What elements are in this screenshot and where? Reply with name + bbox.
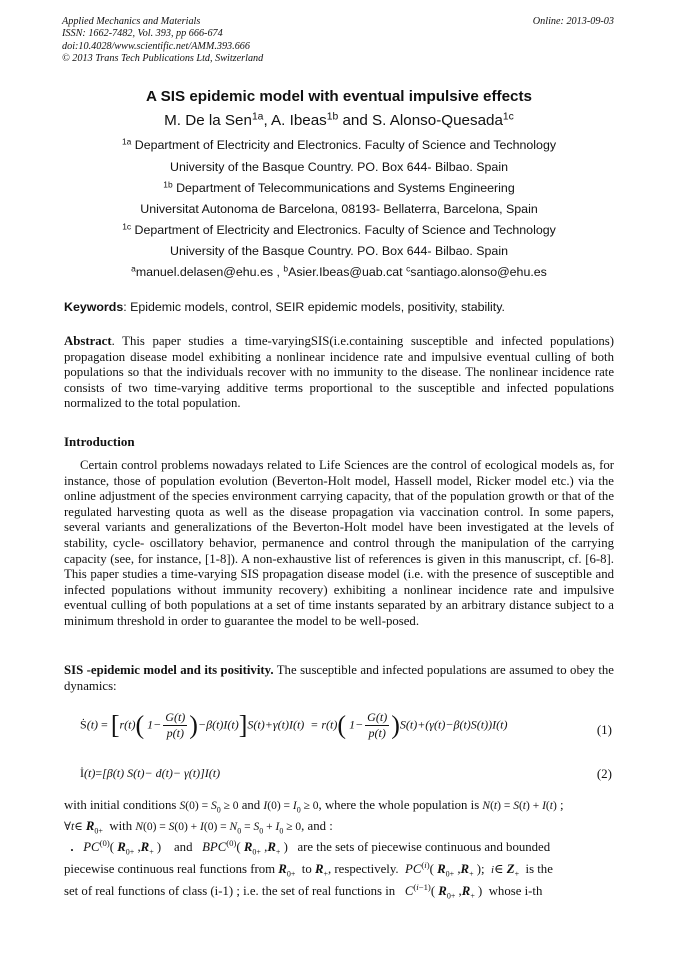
author-sup: 1b (326, 111, 339, 123)
section-text: The susceptible and infected populations are assumed to obey the dynamics: (64, 663, 614, 693)
affiliation-text: Department of Electricity and Electronics. Faculty of Science and Technology (131, 138, 557, 152)
abstract-label: Abstract (64, 334, 112, 348)
equation-1: Ṡ(t) = [r(t)( 1− $\frac{G(t)}{p(t)}$ )−β(t)I(t)]S(t)+γ(t)I(t) = r(t)( 1− $\frac{G(t)}{p(t)}$ )S(t)+(γ(t)−β(t)S(t))I(t) (80, 710, 508, 740)
keywords-label: Keywords (64, 300, 124, 314)
paper-title: A SIS epidemic model with eventual impulsive effects (146, 88, 532, 105)
equation-number: (1) (596, 722, 612, 737)
body-text: and (241, 798, 261, 812)
body-line: piecewise continuous real functions from $R_{0+}$ to $R_+$, respectively. PC$^{(i)}$( $R_{0+}$ $,R_+$ ); i∈ $Z_+$ is the (64, 860, 553, 879)
body-text: with initial conditions (64, 798, 177, 812)
author-sup: 1c (502, 111, 514, 123)
email-line (0, 265, 678, 279)
author-list (0, 112, 678, 129)
author-name: , A. Ibeas (263, 112, 327, 129)
doi-line: doi:10.4028/www.scientific.net/AMM.393.666 (62, 40, 250, 52)
email-sup: a (131, 263, 136, 274)
body-text: to (301, 862, 312, 876)
abstract (64, 334, 614, 412)
author-name: and S. Alonso-Quesada (338, 112, 503, 129)
section-paragraph (64, 663, 614, 694)
body-text: , and : (301, 819, 333, 833)
email-address[interactable]: santiago.alonso@ehu.es (410, 265, 547, 279)
affiliation-line (0, 181, 678, 195)
body-line: with initial conditions $S(0) = S_0 \ge 0$ and $I(0) = I_0 \ge 0$, where the whole population is N(t) = S(t) + I(t) ; (64, 798, 564, 815)
affiliation-sup: 1c (122, 221, 132, 232)
email-address[interactable]: manuel.delasen@ehu.es , (135, 265, 284, 279)
affiliation-line (0, 138, 678, 152)
journal-name: Applied Mechanics and Materials (62, 16, 201, 27)
email-address[interactable]: Asier.Ibeas@uab.cat (288, 265, 407, 279)
affiliation-sup: 1b (163, 179, 173, 190)
body-text: set of real functions of class (i-1) ; i.e. the set of real functions in (64, 884, 396, 898)
author-name: M. De la Sen (164, 112, 252, 129)
keywords-text: : Epidemic models, control, SEIR epidemic models, positivity, stability. (123, 300, 505, 314)
affiliation-text: Department of Electricity and Electronics. Faculty of Science and Technology (131, 223, 556, 237)
body-text: with (109, 819, 133, 833)
body-text: , where the whole population is (318, 798, 480, 812)
body-text: , respectively. (328, 862, 399, 876)
affiliation-line: Universitat Autonoma de Barcelona, 08193- Bellaterra, Barcelona, Spain (140, 202, 538, 216)
body-text: and (173, 840, 193, 854)
copyright-line: © 2013 Trans Tech Publications Ltd, Switzerland (62, 52, 264, 64)
equation-number: (2) (596, 766, 612, 781)
introduction-text: Certain control problems nowadays related to Life Sciences are the control of ecological models as, for instance, those of population evolution (Beverton-Holt model, Hassell model, Ricker model etc.) via the online adjustment of the species environment carrying capacity, that of the population growth or that of the regulated harvesting quota as well as the disease propagation via vaccination control. In some papers, several variants and generalizations of the Beverton-Holt model have been investigated at the levels of stability, cycle- oscillatory behavior, permanence and control through the manipulation of the carrying capacity (see, for instance, [1-8]). A non-exhaustive list of references is given in this manuscript, cf. [6-8]. This paper studies a time-varying SIS propagation disease model (i.e. with the presence of susceptible and infected populations without immunity recovery) exhibiting a nonlinear incidence rate and impulsive eventual culling of both populations at a set of time instants separated by an arbitrary distance subject to a minimum threshold in order to guarantee the model to be well-posed. (64, 458, 614, 628)
keywords (64, 300, 616, 314)
issn-line: ISSN: 1662-7482, Vol. 393, pp 666-674 (62, 28, 223, 40)
body-text: is the (525, 862, 553, 876)
publication-header (62, 16, 263, 65)
body-line: set of real functions of class (i-1) ; i.e. the set of real functions in $C^{(i-1)}$( $R_{0+}$ $,R_+$ ) whose i-th (64, 882, 543, 901)
affiliation-line: University of the Basque Country. PO. Box 644- Bilbao. Spain (170, 244, 508, 258)
affiliation-line (0, 223, 678, 237)
equation-2: İ(t)=[β(t) S(t)− d(t)− γ(t)]I(t) (80, 766, 221, 780)
email-sup: b (283, 263, 289, 274)
introduction-heading: Introduction (64, 434, 135, 449)
author-sup: 1a (251, 111, 264, 123)
affiliation-sup: 1a (121, 136, 132, 147)
abstract-text: . This paper studies a time-varyingSIS(i.e.containing susceptible and infected populations) propagation disease model exhibiting a nonlinear incidence rate and impulsive eventual culling of both populations so that the individuals recover with no immunity to the disease. The nonlinear incidence rate consists of two time-varying additive terms proportional to the susceptible and infected populations normalized to the total population. (64, 334, 614, 411)
body-text: whose i-th (488, 884, 543, 898)
affiliation-text: Department of Telecommunications and Systems Engineering (172, 181, 515, 195)
email-sup: c (406, 263, 411, 274)
body-line: . PC$^{(0)}$( $R_{0+}$ $,R_+$ ) and BPC$^{(0)}$( $R_{0+}$ $,R_+$ ) are the sets of piecewise continuous and bounded (64, 838, 551, 857)
section-heading: SIS -epidemic model and its positivity. (64, 663, 274, 677)
body-line: ∀t∈ $R_{0+}$ with $N(0) = S(0) + I(0) = N_0 = S_0 + I_0 \ge 0$, and : (64, 819, 333, 836)
body-text: piecewise continuous real functions from (64, 862, 276, 876)
affiliation-line: University of the Basque Country. PO. Box 644- Bilbao. Spain (170, 160, 508, 174)
body-text: are the sets of piecewise continuous and bounded (297, 840, 551, 854)
online-date: Online: 2013-09-03 (532, 16, 614, 27)
